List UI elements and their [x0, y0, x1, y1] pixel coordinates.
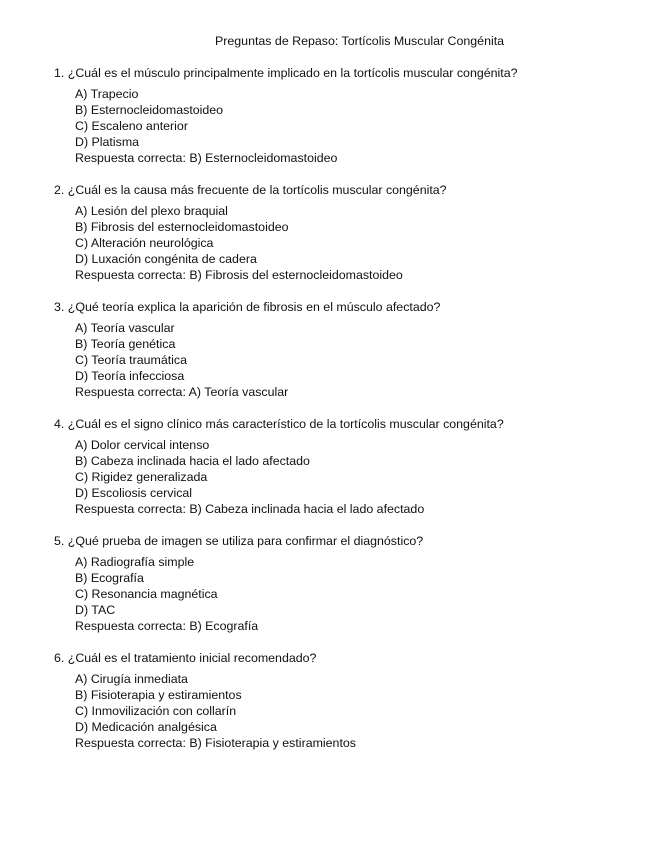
- option-a: A) Teoría vascular: [75, 321, 175, 335]
- option-d: D) Medicación analgésica: [75, 720, 217, 734]
- option-b: B) Cabeza inclinada hacia el lado afectado: [75, 454, 310, 468]
- option-c: C) Inmovilización con collarín: [75, 704, 237, 718]
- option-a: A) Radiografía simple: [75, 555, 195, 569]
- question-text: 6. ¿Cuál es el tratamiento inicial recomendado?: [54, 651, 317, 665]
- option-b: B) Ecografía: [75, 571, 144, 585]
- option-a: A) Dolor cervical intenso: [75, 438, 210, 452]
- correct-answer: Respuesta correcta: A) Teoría vascular: [75, 385, 289, 399]
- option-c: C) Resonancia magnética: [75, 587, 218, 601]
- option-list: [75, 86, 645, 166]
- question-2: [54, 182, 645, 283]
- option-list: [75, 437, 645, 517]
- option-a: A) Trapecio: [75, 87, 139, 101]
- option-d: D) Platisma: [75, 135, 140, 149]
- option-list: [75, 203, 645, 283]
- correct-answer: Respuesta correcta: B) Cabeza inclinada hacia el lado afectado: [75, 502, 425, 516]
- option-a: A) Lesión del plexo braquial: [75, 204, 228, 218]
- question-5: [54, 533, 645, 634]
- question-text: 2. ¿Cuál es la causa más frecuente de la tortícolis muscular congénita?: [54, 183, 447, 197]
- correct-answer: Respuesta correcta: B) Esternocleidomastoideo: [75, 151, 338, 165]
- correct-answer: Respuesta correcta: B) Fisioterapia y estiramientos: [75, 736, 356, 750]
- option-a: A) Cirugía inmediata: [75, 672, 188, 686]
- question-text: 3. ¿Qué teoría explica la aparición de fibrosis en el músculo afectado?: [54, 300, 441, 314]
- question-1: [54, 65, 645, 166]
- option-d: D) Luxación congénita de cadera: [75, 252, 257, 266]
- question-4: [54, 416, 645, 517]
- option-c: C) Rigidez generalizada: [75, 470, 208, 484]
- question-text: 5. ¿Qué prueba de imagen se utiliza para confirmar el diagnóstico?: [54, 534, 424, 548]
- option-c: C) Alteración neurológica: [75, 236, 214, 250]
- question-3: [54, 299, 645, 400]
- correct-answer: Respuesta correcta: B) Fibrosis del esternocleidomastoideo: [75, 268, 403, 282]
- option-d: D) Teoría infecciosa: [75, 369, 185, 383]
- option-d: D) TAC: [75, 603, 116, 617]
- option-list: [75, 671, 645, 751]
- question-text: 1. ¿Cuál es el músculo principalmente implicado en la tortícolis muscular congénita?: [54, 66, 518, 80]
- option-d: D) Escoliosis cervical: [75, 486, 193, 500]
- question-text: 4. ¿Cuál es el signo clínico más característico de la tortícolis muscular congénita?: [54, 417, 504, 431]
- option-b: B) Fisioterapia y estiramientos: [75, 688, 242, 702]
- question-list: [54, 65, 645, 767]
- option-b: B) Fibrosis del esternocleidomastoideo: [75, 220, 289, 234]
- option-c: C) Escaleno anterior: [75, 119, 188, 133]
- question-6: [54, 650, 645, 751]
- option-list: [75, 320, 645, 400]
- option-b: B) Teoría genética: [75, 337, 176, 351]
- option-list: [75, 554, 645, 634]
- option-c: C) Teoría traumática: [75, 353, 188, 367]
- correct-answer: Respuesta correcta: B) Ecografía: [75, 619, 259, 633]
- page-title: Preguntas de Repaso: Tortícolis Muscular Congénita: [215, 34, 505, 48]
- option-b: B) Esternocleidomastoideo: [75, 103, 224, 117]
